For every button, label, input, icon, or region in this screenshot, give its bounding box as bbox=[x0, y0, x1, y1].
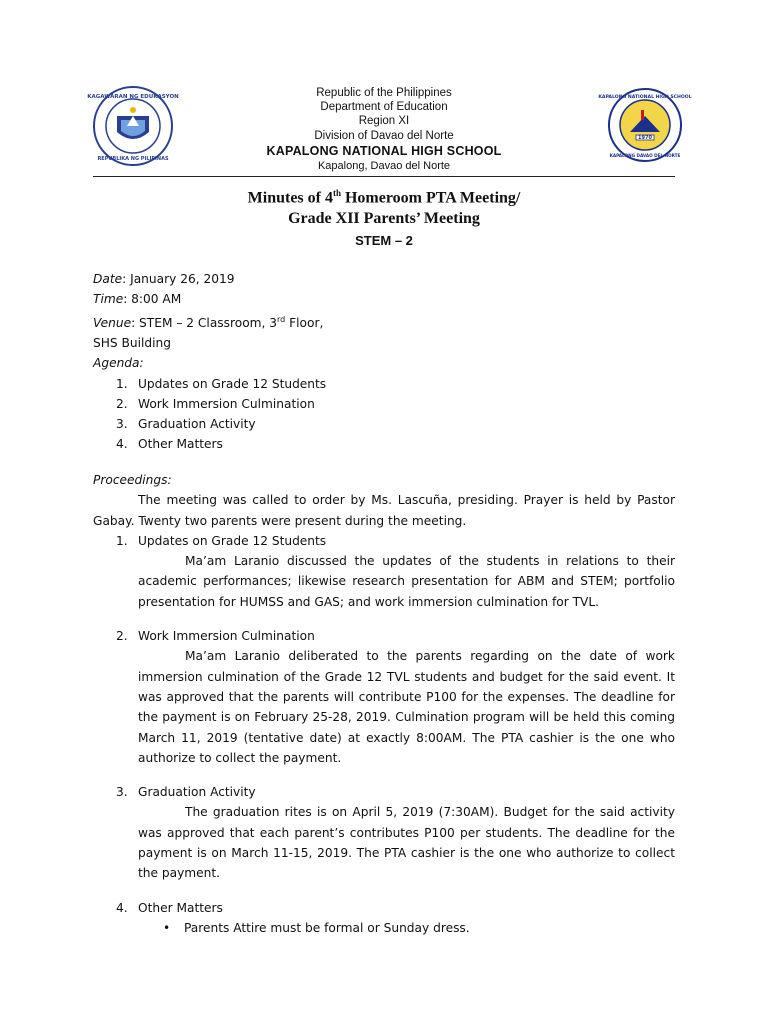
agenda-list bbox=[93, 374, 675, 455]
meeting-date: Date: January 26, 2019 bbox=[93, 272, 235, 286]
document-subtitle: STEM – 2 bbox=[355, 233, 413, 248]
letterhead-line-department: Department of Education bbox=[320, 101, 448, 114]
proceedings bbox=[93, 470, 675, 938]
meeting-venue-line2: SHS Building bbox=[93, 335, 171, 350]
agenda-item: 4. Other Matters bbox=[116, 437, 223, 452]
letterhead-line-region: Region XI bbox=[358, 115, 410, 128]
document-title-line2: Grade XII Parents’ Meeting bbox=[288, 210, 480, 227]
letterhead-line-republic: Republic of the Philippines bbox=[316, 87, 452, 99]
svg-text:KAPALONG NATIONAL HIGH SCHOOL: KAPALONG NATIONAL HIGH SCHOOL bbox=[598, 95, 692, 100]
meeting-time: Time: 8:00 AM bbox=[93, 292, 182, 307]
bullet-icon: • bbox=[163, 920, 171, 935]
section-body-work-immersion: Ma’am Laranio deliberated to the parents regarding on the date of work immersion culmination of the Grade 12 TVL students and budget for the said event. It was approved that the parents will contribute P100 for the expenses. The deadline for the payment is on February 25-28, 2019. Culmination program will be held this coming March 11, 2019 (tentative date) at exactly 8:00AM. The PTA cashier is the one who authorize to collect the payment. bbox=[138, 649, 675, 765]
agenda-item: 2. Work Immersion Culmination bbox=[116, 396, 315, 411]
svg-text:1970: 1970 bbox=[638, 135, 652, 141]
section-body-graduation: The graduation rites is on April 5, 2019 (7:30AM). Budget for the said activity was approved that each parent’s contributes P100 per students. The deadline for the payment is on March 11-15, 2019. The PTA cashier is the one who authorize to collect the payment. bbox=[138, 805, 675, 881]
proceedings-label: Proceedings: bbox=[93, 473, 172, 487]
document-title-line1: Minutes of 4th Homeroom PTA Meeting/ bbox=[247, 188, 521, 207]
svg-text:KAPALONG DAVAO DEL NORTE: KAPALONG DAVAO DEL NORTE bbox=[609, 153, 681, 158]
agenda-item: 3. Graduation Activity bbox=[116, 417, 256, 432]
meeting-details bbox=[93, 269, 675, 455]
letterhead-divider bbox=[93, 176, 675, 177]
proceedings-intro: The meeting was called to order by Ms. Lascuña, presiding. Prayer is held by Pastor Gabay. Twenty two parents were present during the meeting. bbox=[93, 493, 675, 528]
section-heading-other-matters: 4. Other Matters bbox=[116, 900, 223, 915]
section-body-updates: Ma’am Laranio discussed the updates of the students in relations to their academic performances; likewise research presentation for ABM and STEM; portfolio presentation for HUMSS and GAS; and work immersion culmination for TVL. bbox=[138, 554, 675, 609]
agenda-item: 1. Updates on Grade 12 Students bbox=[116, 376, 327, 391]
letterhead bbox=[0, 86, 768, 173]
letterhead-line-division: Division of Davao del Norte bbox=[314, 129, 454, 142]
section-heading-updates: 1. Updates on Grade 12 Students bbox=[116, 533, 327, 548]
bullet-item: • Parents Attire must be formal or Sunday dress. bbox=[93, 918, 675, 938]
agenda-label: Agenda: bbox=[93, 356, 144, 371]
letterhead-school-address: Kapalong, Davao del Norte bbox=[317, 159, 451, 172]
letterhead-school-name: KAPALONG NATIONAL HIGH SCHOOL bbox=[266, 143, 502, 158]
svg-text:REPUBLIKA NG PILIPINAS: REPUBLIKA NG PILIPINAS bbox=[97, 156, 169, 162]
section-heading-work-immersion: 2. Work Immersion Culmination bbox=[116, 629, 315, 644]
svg-text:KAGAWARAN NG EDUKASYON: KAGAWARAN NG EDUKASYON bbox=[87, 94, 179, 100]
meeting-venue: Venue: STEM – 2 Classroom, 3rd Floor, bbox=[93, 314, 324, 330]
section-heading-graduation: 3. Graduation Activity bbox=[116, 785, 256, 800]
